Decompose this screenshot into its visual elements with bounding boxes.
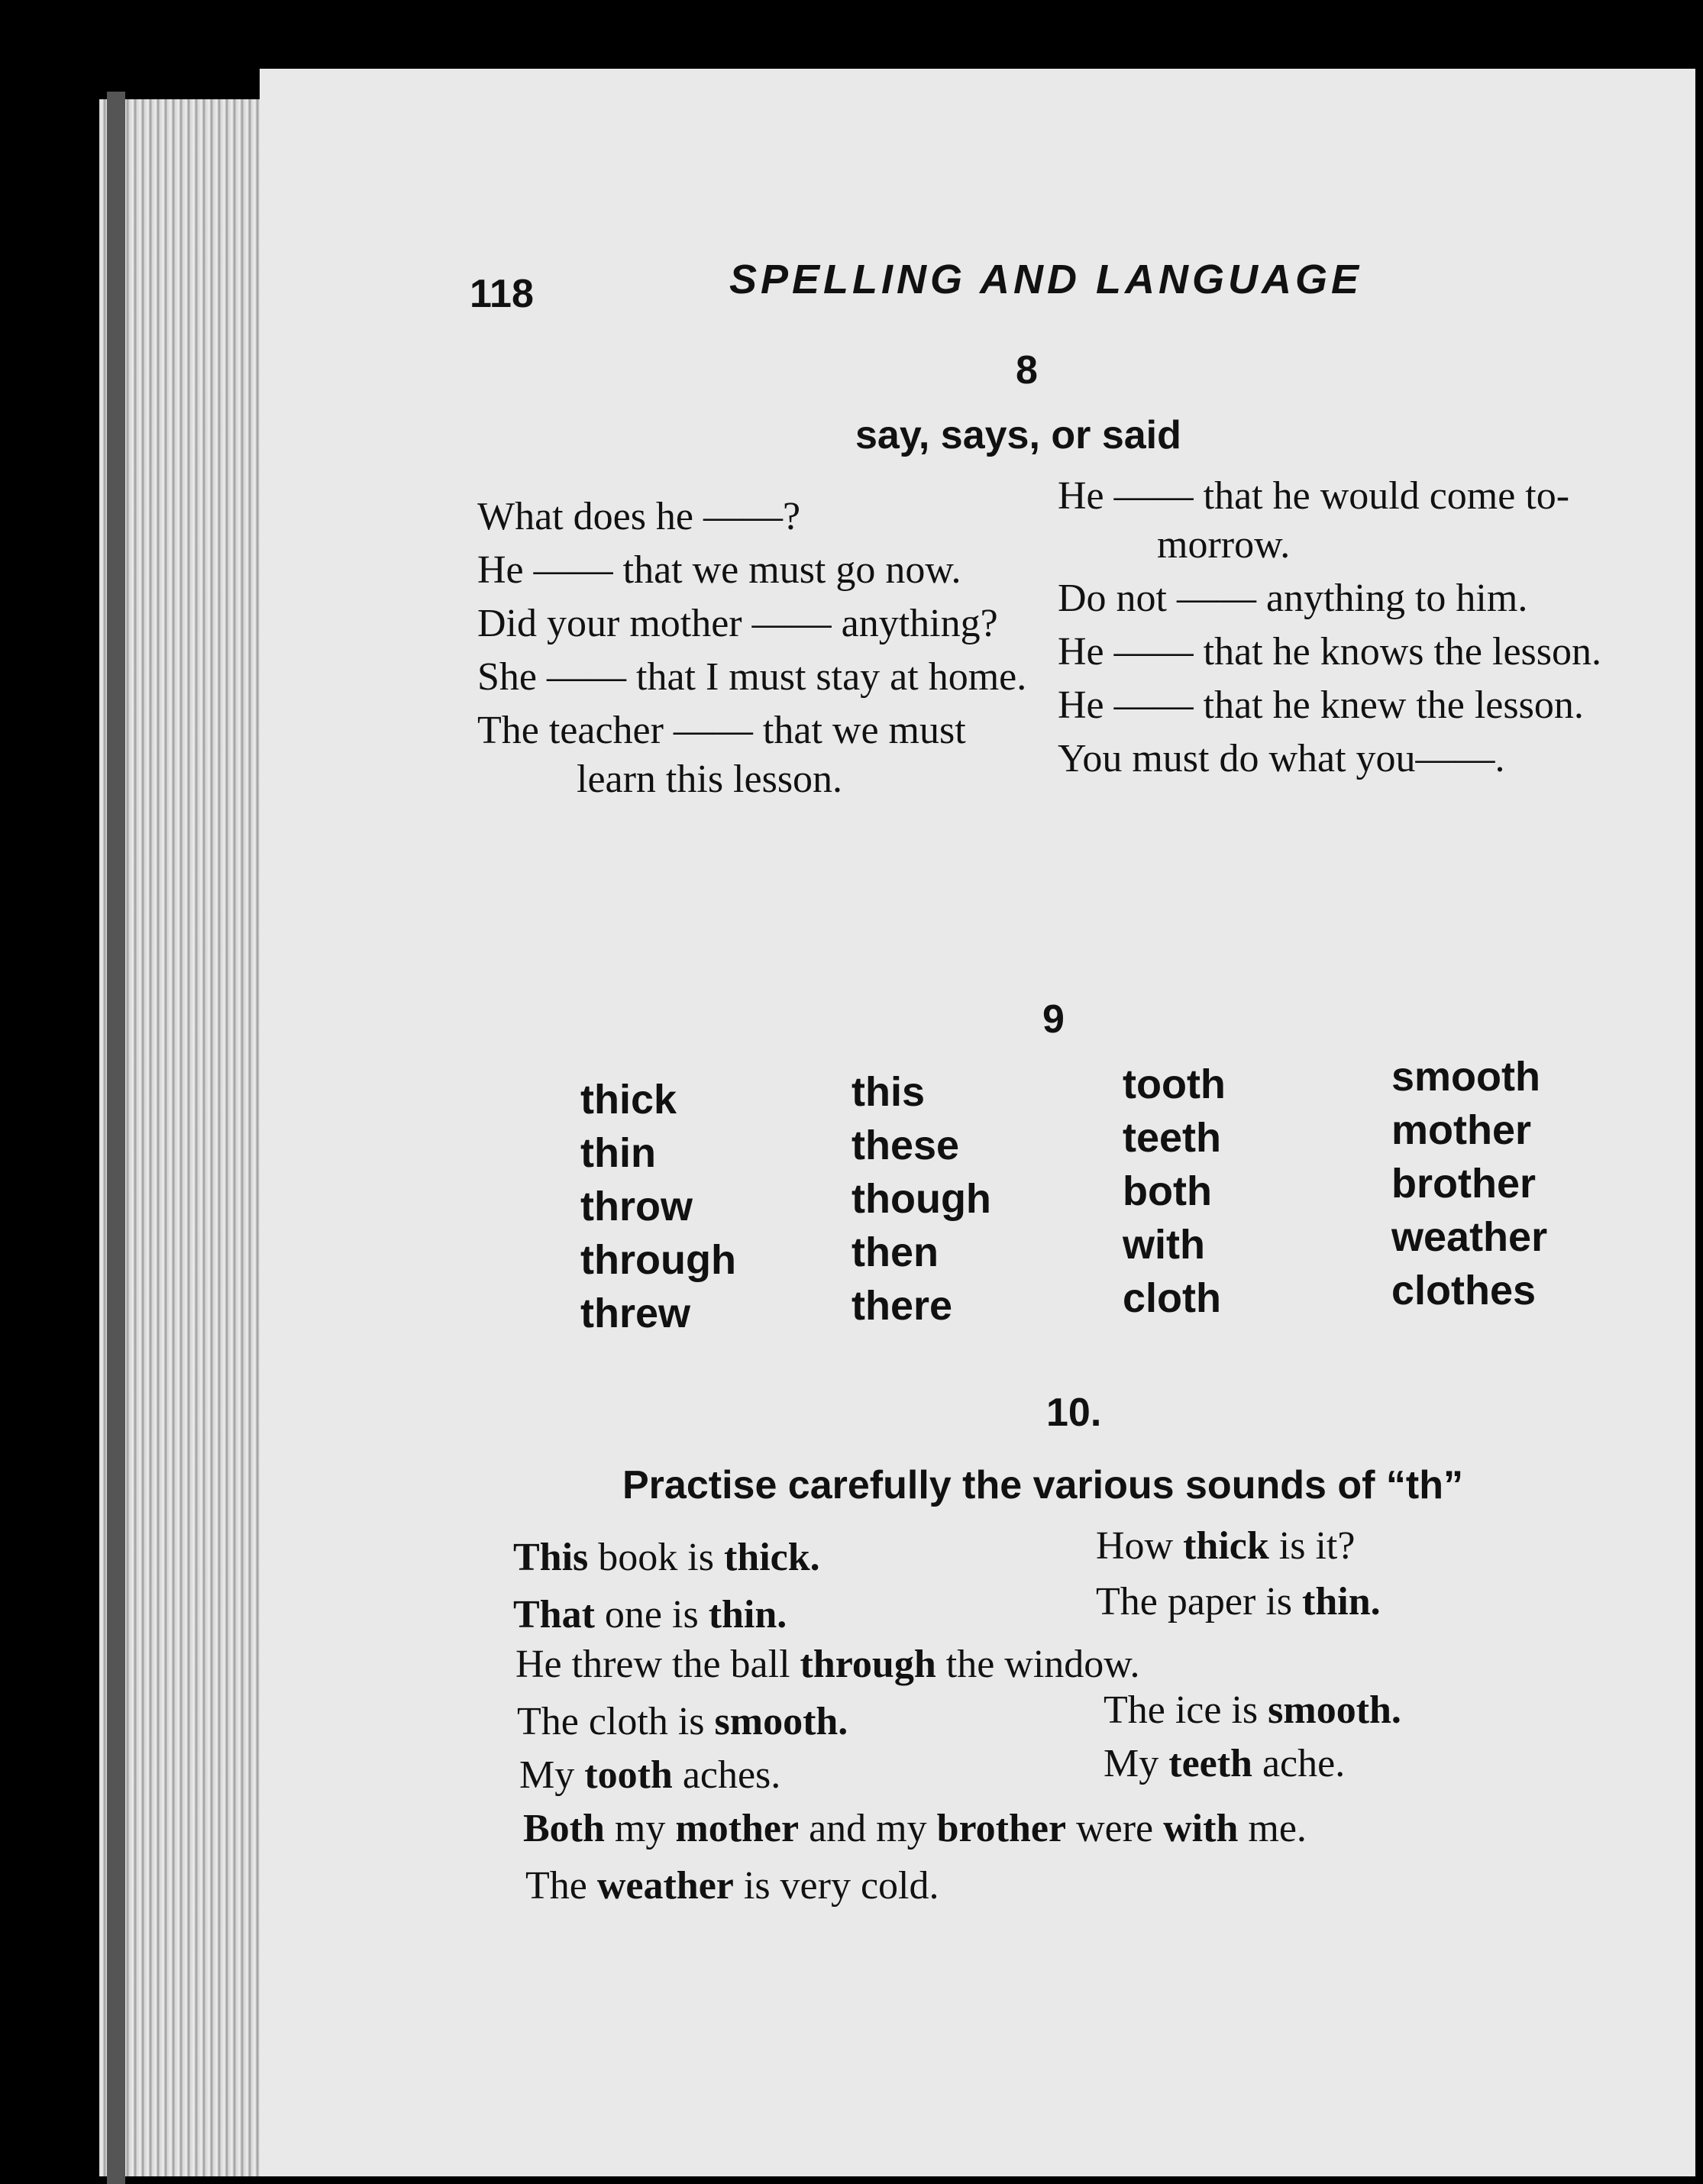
spelling-word: tooth — [1123, 1061, 1226, 1107]
exercise-item: He —— that he knows the lesson. — [1058, 630, 1602, 674]
spelling-word: teeth — [1123, 1115, 1222, 1161]
spelling-word: these — [852, 1123, 960, 1168]
spelling-word: with — [1123, 1222, 1205, 1268]
practice-sentence: The cloth is smooth. — [517, 1700, 848, 1743]
practice-sentence: The paper is thin. — [1096, 1580, 1381, 1623]
exercise-item: Do not —— anything to him. — [1058, 577, 1528, 620]
book-cover-edge — [107, 92, 125, 2184]
spelling-word: cloth — [1123, 1275, 1221, 1321]
word-column-3 — [1123, 1058, 1226, 1325]
spelling-word: mother — [1391, 1107, 1532, 1153]
exercise-item: Did your mother —— anything? — [477, 602, 998, 645]
practice-sentence: He threw the ball through the window. — [515, 1643, 1140, 1686]
spelling-word: smooth — [1391, 1054, 1540, 1100]
section-9-number: 9 — [1042, 997, 1065, 1042]
spelling-word: threw — [580, 1291, 691, 1336]
practice-sentence: My teeth ache. — [1104, 1742, 1346, 1785]
practice-sentence: My tooth aches. — [519, 1753, 781, 1797]
spelling-word: clothes — [1391, 1268, 1537, 1313]
spelling-word: through — [580, 1237, 736, 1283]
spelling-word: though — [852, 1176, 991, 1222]
spelling-word: then — [852, 1229, 939, 1275]
exercise-item: You must do what you——. — [1058, 737, 1505, 780]
exercise-item: What does he ——? — [477, 495, 801, 538]
page-number: 118 — [470, 272, 534, 316]
section-10-number: 10. — [1046, 1391, 1102, 1435]
spelling-word: there — [852, 1283, 953, 1329]
section-10-title: Practise carefully the various sounds of “th” — [622, 1463, 1463, 1507]
practice-sentence: The weather is very cold. — [525, 1864, 939, 1908]
word-column-1 — [580, 1073, 736, 1340]
practice-sentence: That one is thin. — [513, 1593, 787, 1636]
exercise-item: The teacher —— that we must learn this lesson. — [477, 709, 966, 801]
word-column-2 — [852, 1065, 991, 1333]
exercise-item: He —— that he knew the lesson. — [1058, 683, 1584, 727]
running-title: SPELLING AND LANGUAGE — [729, 257, 1363, 302]
spelling-word: this — [852, 1069, 926, 1115]
exercise-item: He —— that he would come to-morrow. — [1058, 474, 1570, 567]
spelling-word: thick — [580, 1077, 677, 1123]
section-8-right-column — [1058, 472, 1615, 788]
section-8-title: say, says, or said — [855, 413, 1181, 457]
section-8-left-column — [477, 493, 1027, 809]
spelling-word: thin — [580, 1130, 656, 1176]
section-8-number: 8 — [1016, 348, 1038, 393]
practice-sentence: Both my mother and my brother were with me. — [523, 1807, 1307, 1850]
word-column-4 — [1391, 1050, 1547, 1317]
practice-sentence: This book is thick. — [513, 1536, 820, 1579]
practice-sentence: How thick is it? — [1096, 1524, 1356, 1568]
practice-sentence: The ice is smooth. — [1104, 1688, 1401, 1732]
spelling-word: brother — [1391, 1161, 1536, 1207]
exercise-item: She —— that I must stay at home. — [477, 655, 1027, 699]
spelling-word: weather — [1391, 1214, 1548, 1260]
spelling-word: both — [1123, 1168, 1212, 1214]
exercise-item: He —— that we must go now. — [477, 548, 961, 592]
spelling-word: throw — [580, 1184, 693, 1229]
